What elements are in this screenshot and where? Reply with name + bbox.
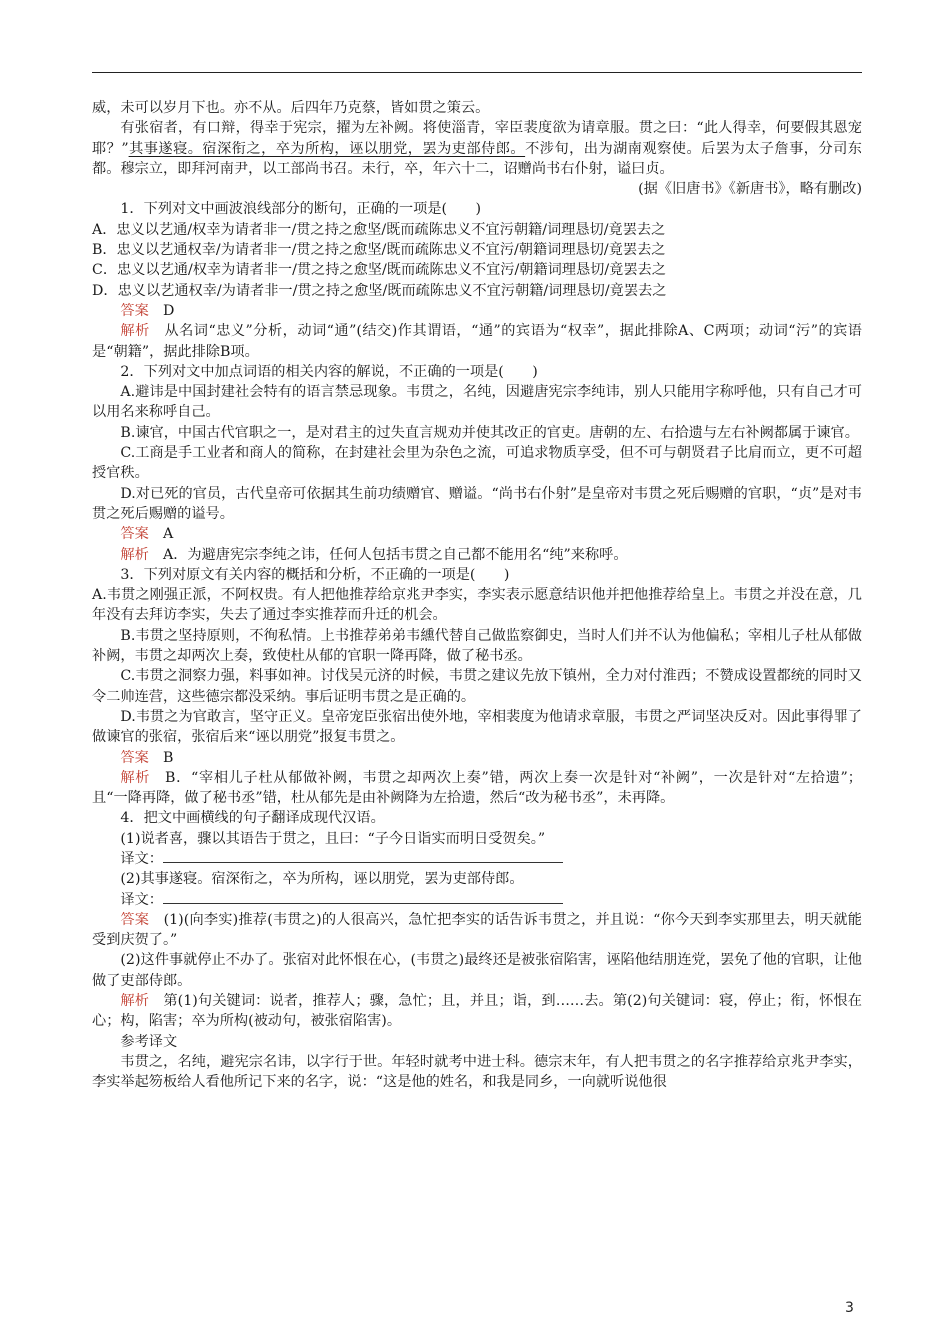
page-body xyxy=(92,98,862,1093)
q4-translation-line-2 xyxy=(92,890,862,910)
source-note: (据《旧唐书》《新唐书》，略有删改) xyxy=(638,181,862,198)
analysis-text: 从名词“忠义”分析，动词“通”(结交)作其谓语，“通”的宾语为“权幸”，据此排除A、C两项；动词“污”的宾语是“朝籍”，据此排除B项。 xyxy=(92,323,862,360)
q2-analysis xyxy=(92,545,862,565)
q1-option-a: A．忠义以艺通/权幸为请者非一/贯之持之愈坚/既而疏陈忠义不宜污朝籍/词理恳切/竟罢去之 xyxy=(92,221,666,238)
q3-option-b: B.韦贯之坚持原则，不徇私情。上书推荐弟弟韦纁代替自己做监察御史，当时人们并不认为他偏私；宰相儿子杜从郁做补阙，韦贯之却两次上奏，致使杜从郁的官职一降再降，做了秘书丞。 xyxy=(92,627,862,665)
q2-option-b: B.谏官，中国古代官职之一，是对君主的过失直言规劝并使其改正的官吏。唐朝的左、右拾遗与左右补阙都属于谏官。 xyxy=(120,424,859,441)
q4-answer-1 xyxy=(92,910,862,951)
page-number: 3 xyxy=(845,1300,854,1316)
header-rule xyxy=(92,72,862,73)
analysis-text: A．为避唐宪宗李纯之讳，任何人包括韦贯之自己都不能用名“纯”来称呼。 xyxy=(162,546,628,563)
passage-paragraph-1: 威，未可以岁月下也。亦不从。后四年乃克蔡，皆如贯之策云。 xyxy=(92,100,490,116)
q4-translation-line-1 xyxy=(92,849,862,869)
q4-sentence-2: (2)其事遂寝。宿深衔之，卒为所构，诬以朋党，罢为吏部侍郎。 xyxy=(120,871,524,888)
q3-option-d: D.韦贯之为官敢言，坚守正义。皇帝宠臣张宿出使外地，宰相裴度为他请求章服，韦贯之严词坚决反对。因此事得罪了做谏官的张宿，张宿后来“诬以朋党”报复韦贯之。 xyxy=(92,708,862,746)
answer-blank[interactable] xyxy=(163,850,563,863)
analysis-label: 解析 xyxy=(120,546,149,563)
translation-label: 译文： xyxy=(120,891,163,908)
analysis-label: 解析 xyxy=(120,323,150,340)
question-2-stem: 2．下列对文中加点词语的相关内容的解说，不正确的一项是( ) xyxy=(120,363,538,380)
translation-text: 韦贯之，名纯，避宪宗名讳，以字行于世。年轻时就考中进士科。德宗末年，有人把韦贯之的名字推荐给京兆尹李实，李实举起笏板给人看他所记下来的名字，说：“这是他的姓名，和我是同乡，一向就听说他很 xyxy=(92,1053,862,1091)
question-1-stem: 1．下列对文中画波浪线部分的断句，正确的一项是( ) xyxy=(120,201,481,218)
analysis-text: B．“宰相儿子杜从郁做补阙，韦贯之却两次上奏”错，两次上奏一次是针对“补阙”，一次是针对“左拾遗”；且“一降再降，做了秘书丞”错，杜从郁先是由补阙降为左拾遗，然后“改为秘书丞”，未再降。 xyxy=(92,769,862,807)
q3-answer xyxy=(92,748,862,768)
analysis-label: 解析 xyxy=(120,769,151,786)
q1-option-b: B．忠义以艺通权幸/为请者非一/贯之持之愈坚/既而疏陈忠义不宜污/朝籍词理恳切/竟罢去之 xyxy=(92,242,666,259)
question-3-stem: 3．下列对原文有关内容的概括和分析，不正确的一项是( ) xyxy=(120,566,510,583)
answer-label: 答案 xyxy=(120,749,149,766)
q3-option-a: A.韦贯之刚强正派，不阿权贵。有人把他推荐给京兆尹李实，李实表示愿意结识他并把他推荐给皇上。韦贯之并没在意，几年没有去拜访李实，失去了通过李实推荐而升迁的机会。 xyxy=(92,587,862,624)
passage-paragraph-2 xyxy=(92,118,862,179)
passage-text: 有张宿者，有口辩，得幸于宪宗，擢为左补阙。将使淄青，宰臣裴度欲为请章服。贯之曰：“此人得幸，何要假其恩宠耶？” xyxy=(92,120,862,157)
q4-answer-2: (2)这件事就停止不办了。张宿对此怀恨在心，(韦贯之)最终还是被张宿陷害，诬陷他结朋连党，罢免了他的官职，让他做了吏部侍郎。 xyxy=(92,952,862,989)
analysis-text: 第(1)句关键词：说者，推荐人；骤，急忙；且，并且；诣，到……去。第(2)句关键词：寝，停止；衔，怀恨在心；构，陷害；卒为所构(被动句，被张宿陷害)。 xyxy=(92,993,862,1030)
q2-option-d: D.对已死的官员，古代皇帝可依据其生前功绩赠官、赠谥。“尚书右仆射”是皇帝对韦贯之死后赐赠的官职，“贞”是对韦贯之死后赐赠的谥号。 xyxy=(92,485,862,522)
analysis-label: 解析 xyxy=(120,993,150,1010)
answer-value: D xyxy=(162,302,175,319)
underlined-sentence: 其事遂寝。宿深衔之，卒为所构，诬以朋党，罢为吏部侍郎。 xyxy=(128,140,526,157)
passage-text: 不涉旬，出为湖南观察使。后罢为太子詹事，分司东都。穆宗立，即拜河南尹，以工部尚书召。未行，卒，年六十二，诏赠尚书右仆射，谥曰贞。 xyxy=(92,140,862,177)
q2-option-c: C.工商是手工业者和商人的简称，在封建社会里为杂色之流，可追求物质享受，但不可与朝贤君子比肩而立，更不可超授官秩。 xyxy=(92,445,862,482)
answer-label: 答案 xyxy=(120,302,149,319)
q3-option-c: C.韦贯之洞察力强，料事如神。讨伐吴元济的时候，韦贯之建议先放下镇州，全力对付淮西；不赞成设置都统的同时又令二帅连营，这些德宗都没采纳。事后证明韦贯之是正确的。 xyxy=(92,668,862,705)
q4-analysis xyxy=(92,991,862,1032)
q4-sentence-1: (1)说者喜，骤以其语告于贯之，且曰：“子今日诣实而明日受贺矣。” xyxy=(120,830,546,847)
answer-blank[interactable] xyxy=(163,891,563,904)
q2-option-a: A.避讳是中国封建社会特有的语言禁忌现象。韦贯之，名纯，因避唐宪宗李纯讳，别人只能用字称呼他，只有自己才可以用名来称呼自己。 xyxy=(92,384,862,421)
answer-label: 答案 xyxy=(120,911,150,928)
answer-label: 答案 xyxy=(120,526,149,543)
translation-label: 译文： xyxy=(120,850,163,867)
answer-value: B xyxy=(162,749,174,766)
q1-option-d: D．忠义以艺通权幸/为请者非一/贯之持之愈坚/既而疏陈忠义不宜污朝籍/词理恳切/竟罢去之 xyxy=(92,282,667,299)
q2-answer xyxy=(92,524,862,544)
answer-text: (1)(向李实)推荐(韦贯之)的人很高兴，急忙把李实的话告诉韦贯之，并且说：“你今天到李实那里去，明天就能受到庆贺了。” xyxy=(92,911,862,949)
translation-heading: 参考译文 xyxy=(120,1033,178,1050)
q1-answer xyxy=(92,301,862,321)
q3-analysis xyxy=(92,768,862,809)
question-4-stem: 4．把文中画横线的句子翻译成现代汉语。 xyxy=(120,810,385,827)
q1-option-c: C．忠义以艺通/权幸为请者非一/贯之持之愈坚/既而疏陈忠义不宜污/朝籍词理恳切/竟罢去之 xyxy=(92,262,666,279)
q1-analysis xyxy=(92,321,862,362)
answer-value: A xyxy=(162,526,174,543)
